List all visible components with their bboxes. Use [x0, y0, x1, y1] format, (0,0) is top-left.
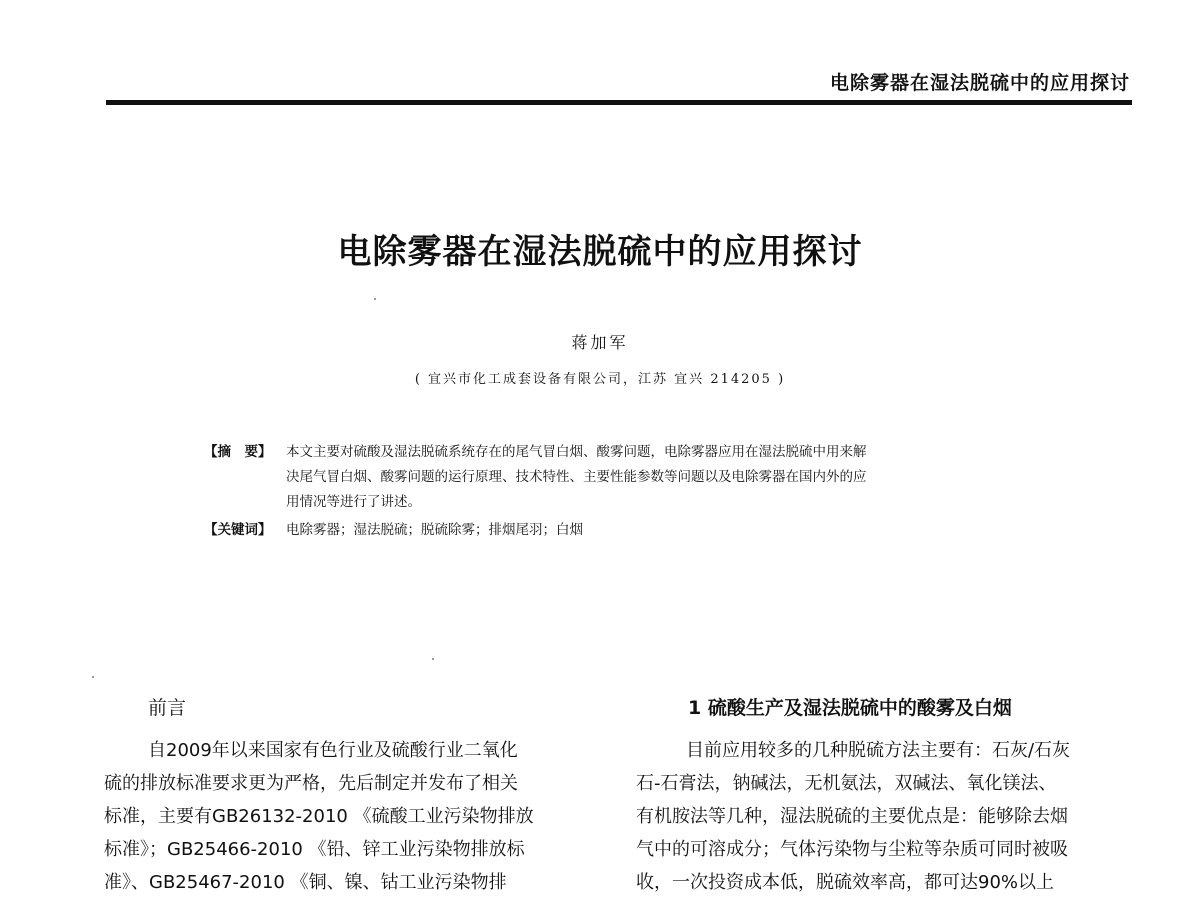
body-line: 石-石膏法，钠碱法，无机氨法，双碱法、氧化镁法、	[636, 773, 1057, 794]
body-line: 硫的排放标准要求更为严格，先后制定并发布了相关	[104, 773, 518, 794]
abstract-block	[204, 440, 1034, 543]
author-affiliation: ( 宜兴市化工成套设备有限公司，江苏 宜兴 214205 )	[414, 372, 786, 387]
author-name: 蒋加军	[571, 333, 629, 352]
body-line: 收，一次投资成本低，脱硫效率高，都可达90%以上	[636, 872, 1055, 893]
section-heading-preface: 前言	[148, 697, 187, 719]
body-line: 气中的可溶成分；气体污染物与尘粒等杂质可同时被吸	[636, 839, 1068, 860]
body-line: 有机胺法等几种，湿法脱硫的主要优点是：能够除去烟	[636, 806, 1068, 827]
header-rule	[106, 100, 1132, 105]
body-line: 准》、GB25467-2010 《铜、镍、钴工业污染物排	[104, 872, 507, 893]
body-line: 目前应用较多的几种脱硫方法主要有：石灰/石灰	[686, 740, 1071, 761]
abstract-line: 决尾气冒白烟、酸雾问题的运行原理、技术特性、主要性能参数等问题以及电除雾器在国内外的应	[286, 469, 867, 485]
body-line: 标准》；GB25466-2010 《铅、锌工业污染物排放标	[104, 839, 525, 860]
body-line: 标准，主要有GB26132-2010 《硫酸工业污染物排放	[104, 806, 534, 827]
abstract-line: 本文主要对硫酸及湿法脱硫系统存在的尾气冒白烟、酸雾问题，电除雾器应用在湿法脱硫中用来解	[286, 444, 867, 460]
section-heading-1: 1 硫酸生产及湿法脱硫中的酸雾及白烟	[688, 697, 1012, 719]
keywords-text: 电除雾器；湿法脱硫；脱硫除雾；排烟尾羽；白烟	[286, 522, 583, 538]
abstract-line: 用情况等进行了讲述。	[286, 494, 421, 510]
keywords	[204, 518, 1034, 543]
keywords-label: 【关键词】	[204, 522, 272, 538]
scan-speck	[432, 658, 434, 660]
abstract	[204, 440, 1034, 515]
abstract-text	[286, 440, 1034, 515]
paper-title: 电除雾器在湿法脱硫中的应用探讨	[337, 232, 863, 272]
scan-speck	[92, 676, 94, 678]
abstract-label: 【摘 要】	[204, 444, 272, 460]
running-header: 电除雾器在湿法脱硫中的应用探讨	[829, 72, 1130, 94]
scan-speck	[374, 298, 376, 300]
body-line: 自2009年以来国家有色行业及硫酸行业二氧化	[148, 740, 518, 761]
